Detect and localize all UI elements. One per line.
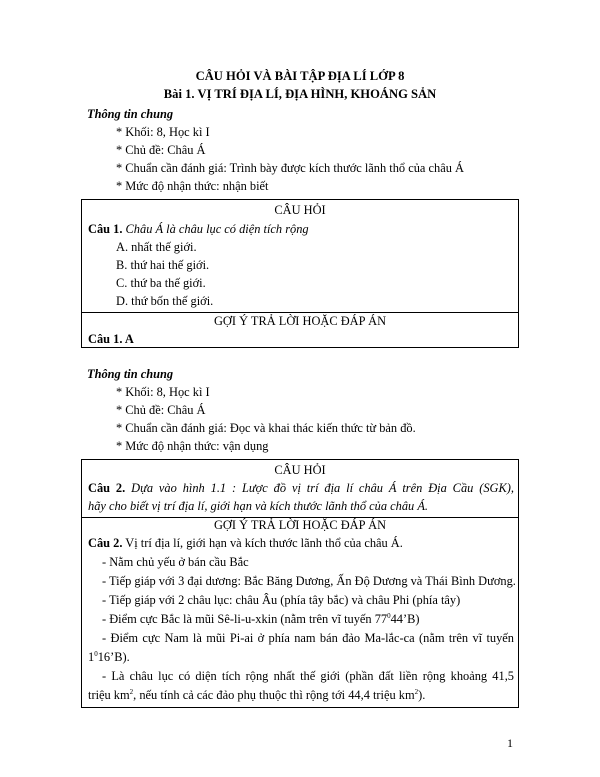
question2-line2 [88, 498, 428, 516]
section2-item-standard: * Chuẩn cần đánh giá: Đọc và khai thác kiến thức từ bản đồ. [116, 421, 416, 435]
north-point-minutes: 44’B) [390, 612, 420, 626]
area-text-b: , nếu tính cả các đảo phụ thuộc thì rộng tới 44,4 triệu km [133, 688, 415, 702]
section1-item-grade: * Khối: 8, Học kì I [116, 125, 210, 139]
question1-label: Câu 1. [88, 222, 123, 236]
area-text-c: ). [418, 688, 426, 702]
answer2-point-area-1: - Là châu lục có diện tích rộng nhất thế giới (phần đất liền rộng khoảng 41,5 [102, 669, 514, 683]
page-number: 1 [507, 736, 513, 750]
answer2-point-north [102, 611, 420, 629]
question2-body-2: hãy cho biết vị trí địa lí, giới hạn và kích thước lãnh thổ của châu Á. [88, 499, 429, 513]
answer2-point-south-1: - Điểm cực Nam là mũi Pi-ai ở phía nam bán đảo Ma-lắc-ca (nằm trên vĩ tuyến [102, 631, 514, 645]
question1-option-c: C. thứ ba thế giới. [116, 276, 206, 290]
section2-item-topic: * Chủ đề: Châu Á [116, 403, 206, 417]
answer2-point-continents: - Tiếp giáp với 2 châu lục: châu Âu (phía tây bắc) và châu Phi (phía tây) [102, 593, 461, 607]
squared-sup: 2 [129, 687, 134, 696]
section2-item-grade: * Khối: 8, Học kì I [116, 385, 210, 399]
answer2-point-area-2 [88, 687, 425, 705]
area-text-a: triệu km [88, 688, 130, 702]
degree-sup: 0 [94, 649, 98, 658]
squared-sup: 2 [414, 687, 419, 696]
degree-sup: 0 [387, 611, 391, 620]
section1-item-standard: * Chuẩn cần đánh giá: Trình bày được kích thước lãnh thổ của châu Á [116, 161, 464, 175]
section2-heading: Thông tin chung [87, 367, 174, 381]
answer2-point-hemisphere: - Nằm chủ yếu ở bán cầu Bắc [102, 555, 249, 569]
question2-body-1: Dựa vào hình 1.1 : Lược đồ vị trí địa lí châu Á trên Địa Cầu (SGK), [125, 481, 514, 495]
answer2-label: Câu 2. [88, 536, 123, 550]
question1-body: Châu Á là châu lục có diện tích rộng [122, 222, 309, 236]
section2-item-level: * Mức độ nhận thức: vận dụng [116, 439, 269, 453]
south-point-minutes: 16’B). [97, 650, 130, 664]
north-point-text: - Điểm cực Bắc là mũi Sê-li-u-xkin (nằm trên vĩ tuyến 77 [102, 612, 388, 626]
question2-header: CÂU HỎI [274, 463, 326, 477]
question2-label: Câu 2. [88, 481, 126, 495]
answer2-intro [88, 535, 403, 553]
question1-header: CÂU HỎI [274, 203, 326, 217]
question1-option-d: D. thứ bốn thế giới. [116, 294, 214, 308]
answer2-intro-text: Vị trí địa lí, giới hạn và kích thước lãnh thổ của châu Á. [122, 536, 403, 550]
question1-option-a: A. nhất thế giới. [116, 240, 197, 254]
section1-heading: Thông tin chung [87, 107, 174, 121]
question1-table [81, 199, 519, 348]
answer1-header: GỢI Ý TRẢ LỜI HOẶC ĐÁP ÁN [213, 314, 387, 328]
document-title: CÂU HỎI VÀ BÀI TẬP ĐỊA LÍ LỚP 8 [195, 69, 405, 83]
answer2-point-south-2 [88, 649, 130, 667]
question2-table [81, 459, 519, 708]
section1-item-topic: * Chủ đề: Châu Á [116, 143, 206, 157]
south-point-degree: 1 [88, 650, 95, 664]
answer1-text: Câu 1. A [88, 332, 134, 346]
question1-option-b: B. thứ hai thế giới. [116, 258, 210, 272]
question2-line1 [88, 480, 514, 498]
answer2-header: GỢI Ý TRẢ LỜI HOẶC ĐÁP ÁN [213, 518, 387, 532]
question1-text [88, 221, 309, 239]
answer2-point-oceans: - Tiếp giáp với 3 đại dương: Bắc Băng Dương, Ấn Độ Dương và Thái Bình Dương. [102, 574, 516, 588]
section1-item-level: * Mức độ nhận thức: nhận biết [116, 179, 269, 193]
lesson-title: Bài 1. VỊ TRÍ ĐỊA LÍ, ĐỊA HÌNH, KHOÁNG SẢN [163, 87, 437, 101]
